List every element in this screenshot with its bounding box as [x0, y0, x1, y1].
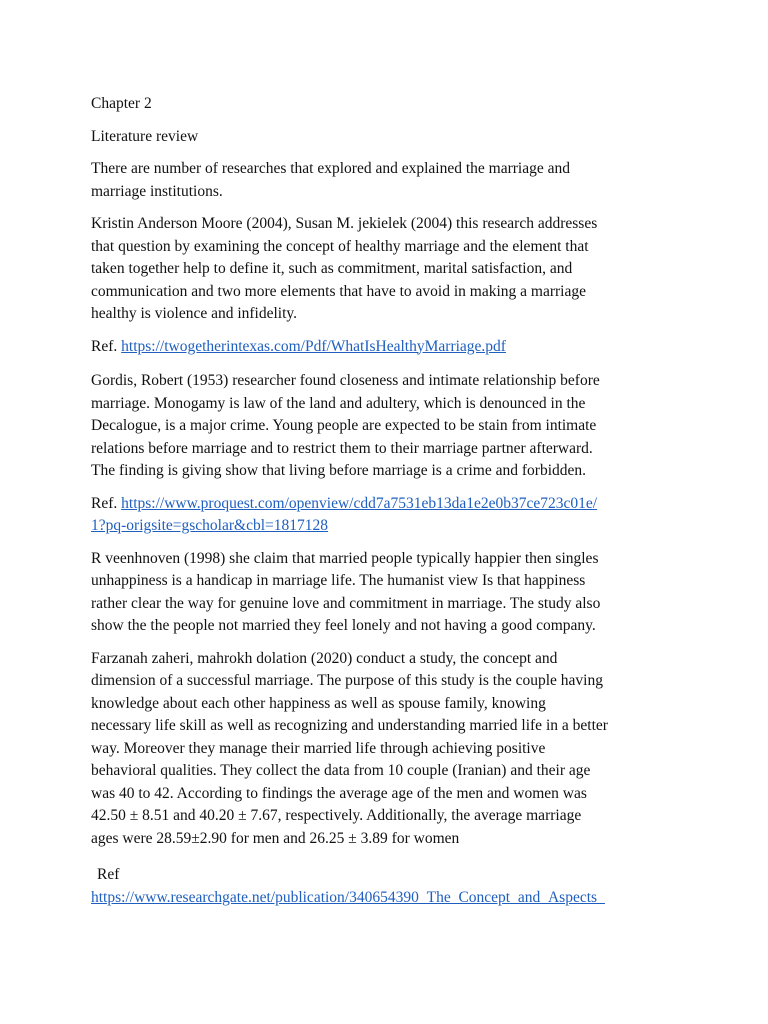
- ref-label: Ref: [97, 866, 120, 883]
- text-line: healthy is violence and infidelity.: [91, 305, 298, 322]
- document-page: [91, 93, 681, 919]
- text-line: behavioral qualities. They collect the data from 10 couple (Iranian) and their age: [91, 762, 591, 779]
- text-line: marriage institutions.: [91, 182, 223, 200]
- intro-paragraph: [91, 158, 681, 203]
- chapter-title: Chapter 2: [91, 95, 152, 112]
- ref-link-proquest[interactable]: https://www.proquest.com/openview/cdd7a7531eb13da1e2e0b37ce723c01e/: [121, 494, 598, 512]
- text-line: relations before marriage and to restrict them to their marriage partner afterward.: [91, 439, 593, 457]
- ref-link-researchgate[interactable]: https://www.researchgate.net/publication/340654390_The_Concept_and_Aspects_: [91, 888, 605, 906]
- text-line: was 40 to 42. According to findings the average age of the men and women was: [91, 784, 587, 802]
- text-line: taken together help to define it, such as commitment, marital satisfaction, and: [91, 260, 573, 277]
- text-line: that question by examining the concept of healthy marriage and the element that: [91, 237, 589, 255]
- text-line: There are number of researches that explored and explained the marriage and: [91, 160, 570, 177]
- section-title: Literature review: [91, 127, 199, 145]
- text-line: Gordis, Robert (1953) researcher found closeness and intimate relationship before: [91, 372, 600, 389]
- text-line: unhappiness is a handicap in marriage life. The humanist view Is that happiness: [91, 572, 586, 589]
- reference-1: [91, 336, 681, 359]
- ref-link-proquest-continued[interactable]: 1?pq-origsite=gscholar&cbl=1817128: [91, 517, 329, 534]
- paragraph-veenhoven: [91, 548, 681, 638]
- paragraph-zaheri: [91, 648, 681, 851]
- ref-label: Ref.: [91, 494, 118, 512]
- paragraph-moore: [91, 213, 681, 326]
- text-line: R veenhnoven (1998) she claim that married people typically happier then singles: [91, 549, 599, 567]
- text-line: communication and two more elements that have to avoid in making a marriage: [91, 282, 586, 300]
- paragraph-gordis: [91, 370, 681, 483]
- text-line: rather clear the way for genuine love and commitment in marriage. The study also: [91, 594, 601, 612]
- text-line: knowledge about each other happiness as well as spouse family, knowing: [91, 694, 546, 712]
- reference-3: [91, 864, 681, 909]
- ref-link-healthy-marriage[interactable]: https://twogetherintexas.com/Pdf/WhatIsHealthyMarriage.pdf: [121, 337, 506, 355]
- text-line: necessary life skill as well as recognizing and understanding married life in a better: [91, 717, 608, 734]
- text-line: Farzanah zaheri, mahrokh dolation (2020) conduct a study, the concept and: [91, 649, 558, 667]
- text-line: marriage. Monogamy is law of the land and adultery, which is denounced in the: [91, 394, 586, 412]
- text-line: The finding is giving show that living before marriage is a crime and forbidden.: [91, 462, 587, 479]
- text-line: way. Moreover they manage their married life through achieving positive: [91, 739, 546, 757]
- text-line: 42.50 ± 8.51 and 40.20 ± 7.67, respectively. Additionally, the average marriage: [91, 807, 582, 824]
- text-line: dimension of a successful marriage. The purpose of this study is the couple having: [91, 672, 603, 689]
- text-line: ages were 28.59±2.90 for men and 26.25 ± 3.89 for women: [91, 829, 460, 847]
- text-line: Decalogue, is a major crime. Young people are expected to be stain from intimate: [91, 417, 597, 434]
- text-line: show the the people not married they feel lonely and not having a good company.: [91, 617, 596, 634]
- reference-2: [91, 493, 681, 538]
- text-line: Kristin Anderson Moore (2004), Susan M. jekielek (2004) this research addresses: [91, 215, 598, 232]
- ref-label: Ref.: [91, 337, 118, 355]
